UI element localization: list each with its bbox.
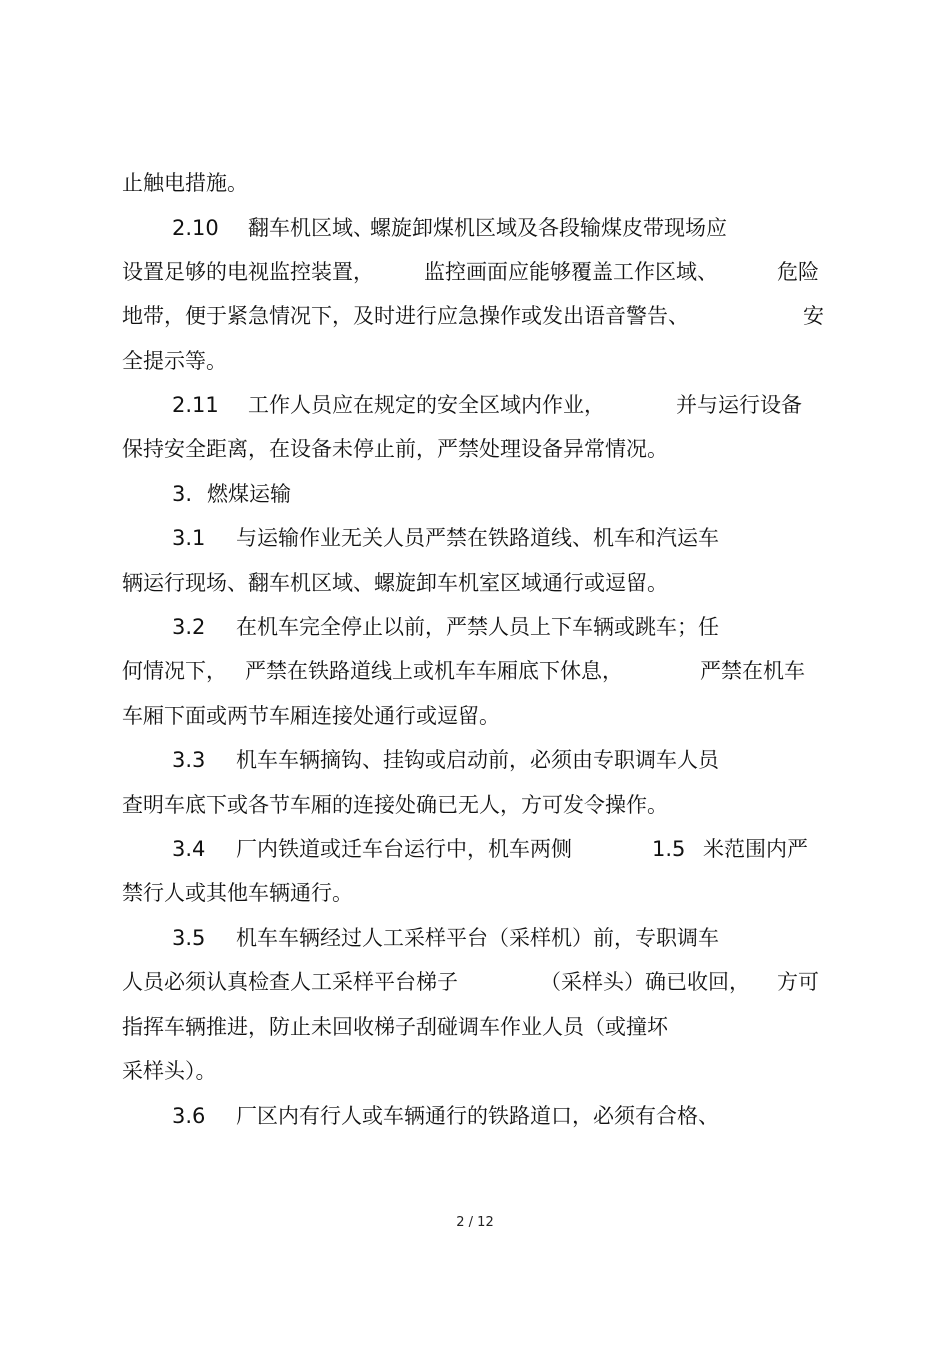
text-segment: 2.10 xyxy=(172,216,219,240)
text-segment: 指挥车辆推进，防止未回收梯子刮碰调车作业人员（或撞坏 xyxy=(122,1015,668,1039)
text-segment: 厂内铁道或迁车台运行中，机车两侧 xyxy=(236,837,572,861)
text-segment: 采样头）。 xyxy=(122,1059,217,1083)
text-segment: 严禁在机车 xyxy=(700,659,805,683)
text-segment: 严禁在铁路道线上或机车车厢底下休息， xyxy=(245,659,623,683)
text-segment: 车厢下面或两节车厢连接处通行或逗留。 xyxy=(122,704,500,728)
text-segment: 在机车完全停止以前，严禁人员上下车辆或跳车；任 xyxy=(236,615,719,639)
text-segment: 人员必须认真检查人工采样平台梯子 xyxy=(122,970,458,994)
text-segment: 1.5 xyxy=(652,837,686,861)
text-segment: 3.5 xyxy=(172,926,206,950)
text-segment: 危险 xyxy=(777,260,819,284)
text-line xyxy=(0,1010,950,1044)
text-line xyxy=(0,166,950,200)
text-segment: 工作人员应在规定的安全区域内作业， xyxy=(248,393,605,417)
text-line xyxy=(0,388,950,422)
text-line xyxy=(0,876,950,910)
text-line xyxy=(0,477,950,511)
text-segment: 3.1 xyxy=(172,526,206,550)
text-line xyxy=(0,921,950,955)
text-line xyxy=(0,255,950,289)
text-segment: 何情况下， xyxy=(122,659,227,683)
text-segment: 禁行人或其他车辆通行。 xyxy=(122,881,353,905)
text-line xyxy=(0,699,950,733)
text-line xyxy=(0,610,950,644)
text-segment: 保持安全距离，在设备未停止前，严禁处理设备异常情况。 xyxy=(122,437,668,461)
text-line xyxy=(0,1099,950,1133)
text-segment: 3.2 xyxy=(172,615,206,639)
text-line xyxy=(0,832,950,866)
text-segment: 3.6 xyxy=(172,1104,206,1128)
text-segment: 2.11 xyxy=(172,393,219,417)
text-line xyxy=(0,654,950,688)
text-segment: 并与运行设备 xyxy=(676,393,802,417)
text-line xyxy=(0,344,950,378)
text-segment: 机车车辆摘钩、挂钩或启动前，必须由专职调车人员 xyxy=(236,748,719,772)
text-line xyxy=(0,521,950,555)
text-segment: 3.3 xyxy=(172,748,206,772)
text-segment: 3.4 xyxy=(172,837,206,861)
text-segment: 方可 xyxy=(777,970,819,994)
text-segment: 查明车底下或各节车厢的连接处确已无人，方可发令操作。 xyxy=(122,793,668,817)
text-segment: 辆运行现场、翻车机区域、螺旋卸车机室区域通行或逗留。 xyxy=(122,571,668,595)
text-segment: 设置足够的电视监控装置， xyxy=(122,260,374,284)
text-line xyxy=(0,965,950,999)
text-segment: 燃煤运输 xyxy=(207,482,291,506)
text-line xyxy=(0,1054,950,1088)
text-segment: 3. xyxy=(172,482,193,506)
text-line xyxy=(0,432,950,466)
text-segment: 翻车机区域、 xyxy=(248,216,374,240)
text-line xyxy=(0,566,950,600)
text-segment: 与运输作业无关人员严禁在铁路道线、机车和汽运车 xyxy=(236,526,719,550)
text-line xyxy=(0,743,950,777)
text-line xyxy=(0,788,950,822)
text-segment: 机车车辆经过人工采样平台（采样机）前，专职调车 xyxy=(236,926,719,950)
text-line xyxy=(0,211,950,245)
page-number: 2 / 12 xyxy=(456,1215,494,1230)
text-segment: 螺旋卸煤机区域及各段输煤皮带现场应 xyxy=(370,216,727,240)
text-segment: 地带，便于紧急情况下，及时进行应急操作或发出语音警告、 xyxy=(122,304,689,328)
text-segment: 止触电措施。 xyxy=(122,171,248,195)
text-segment: 全提示等。 xyxy=(122,349,227,373)
text-segment: 监控画面应能够覆盖工作区域、 xyxy=(424,260,718,284)
text-segment: 厂区内有行人或车辆通行的铁路道口，必须有合格、 xyxy=(236,1104,719,1128)
text-segment: 安 xyxy=(803,304,824,328)
text-line xyxy=(0,299,950,333)
text-segment: 米范围内严 xyxy=(703,837,808,861)
text-segment: （采样头）确已收回， xyxy=(540,970,750,994)
